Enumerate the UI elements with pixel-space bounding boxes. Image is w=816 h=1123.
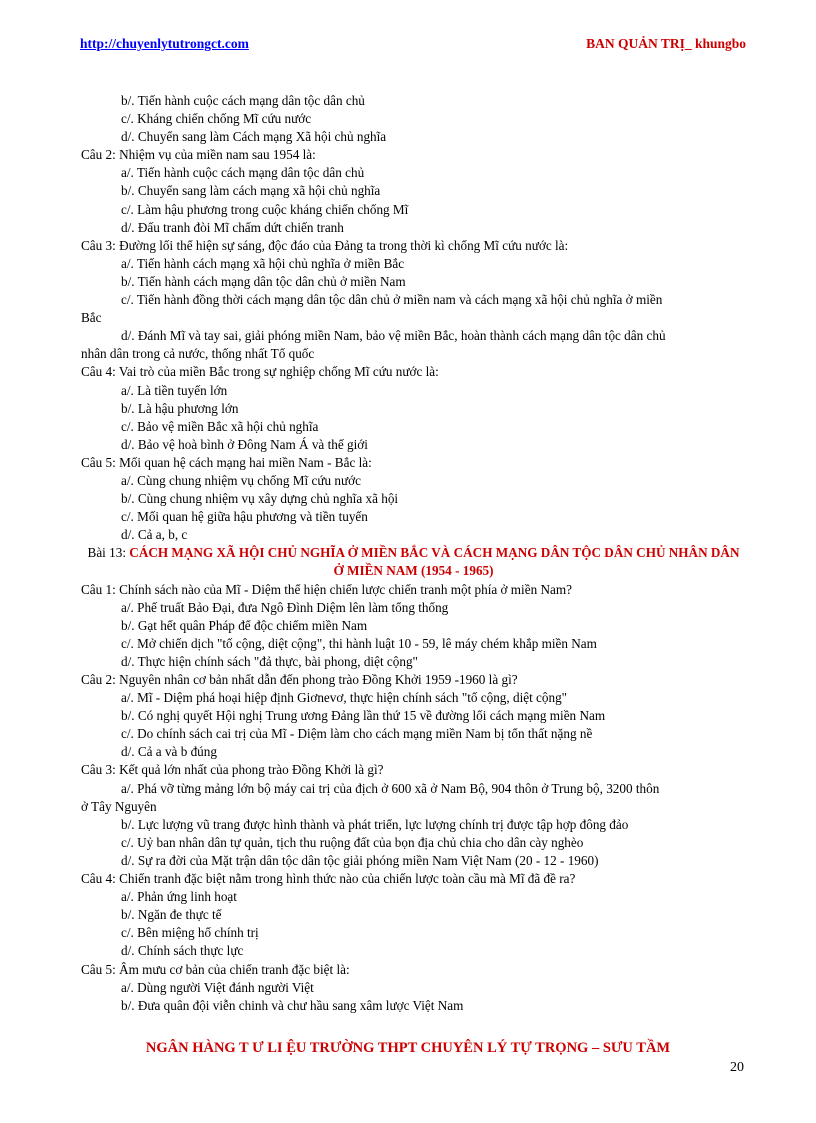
admin-label: BAN QUẢN TRỊ_ khungbo — [586, 36, 746, 51]
option-line: d/. Bảo vệ hoà bình ở Đông Nam Á và thế giới — [121, 436, 368, 452]
option-line: b/. Tiến hành cuộc cách mạng dân tộc dân chủ — [121, 93, 365, 108]
option-line: d/. Sự ra đời của Mặt trận dân tộc dân tộc giải phóng miền Nam Việt Nam (20 - 12 - 1960) — [121, 852, 599, 868]
website-link[interactable]: http://chuyenlytutrongct.com — [80, 36, 249, 51]
option-line: c/. Kháng chiến chống Mĩ cứu nước — [121, 111, 312, 127]
option-line: c/. Bên miệng hố chính trị — [121, 925, 259, 941]
lesson-heading — [81, 544, 746, 580]
option-line: b/. Đưa quân đội viễn chinh và chư hầu sang xâm lược Việt Nam — [121, 997, 464, 1013]
option-line: a/. Cùng chung nhiệm vụ chống Mĩ cứu nước — [121, 472, 361, 488]
option-line: d/. Chính sách thực lực — [121, 943, 244, 959]
question-line: Câu 4: Chiến tranh đặc biệt nằm trong hình thức nào của chiến lược toàn cầu mà Mĩ đã đề ra? — [81, 871, 576, 887]
option-line: c/. Bảo vệ miền Bắc xã hội chủ nghĩa — [121, 418, 319, 434]
question-line: Câu 2: Nhiệm vụ của miền nam sau 1954 là: — [81, 147, 316, 163]
option-line: b/. Ngăn đe thực tế — [121, 907, 222, 923]
option-line: a/. Phế truất Bảo Đại, đưa Ngô Đình Diệm lên làm tổng thống — [121, 599, 449, 615]
page-footer: NGÂN HÀNG T Ư LI ỆU TRƯỜNG THPT CHUYÊN LÝ TỰ TRỌNG – SƯU TẦM — [145, 1040, 671, 1056]
option-line: a/. Dùng người Việt đánh người Việt — [121, 979, 314, 995]
question-line: Câu 5: Mối quan hệ cách mạng hai miền Nam - Bắc là: — [81, 454, 372, 470]
option-line: b/. Tiến hành cách mạng dân tộc dân chủ ở miền Nam — [121, 273, 406, 289]
option-line: a/. Mĩ - Diệm phá hoại hiệp định Giơnevơ, thực hiện chính sách "tố cộng, diệt cộng" — [121, 690, 568, 706]
page-header — [80, 36, 746, 56]
question-line: Câu 2: Nguyên nhân cơ bản nhất dẫn đến phong trào Đồng Khởi 1959 -1960 là gì? — [81, 672, 518, 687]
option-line: b/. Gạt hết quân Pháp để độc chiếm miền Nam — [121, 617, 368, 633]
option-line: b/. Có nghị quyết Hội nghị Trung ương Đảng lần thứ 15 về đường lối cách mạng miền Nam — [121, 708, 606, 724]
option-line: c/. Mối quan hệ giữa hậu phương và tiền tuyến — [121, 509, 368, 525]
option-line: d/. Đánh Mĩ và tay sai, giải phóng miền Nam, bảo vệ miền Bắc, hoàn thành cách mạng dân tộc dân chủ — [121, 328, 666, 344]
option-line: c/. Tiến hành đồng thời cách mạng dân tộc dân chủ ở miền nam và cách mạng xã hội chủ nghĩa ở miền — [121, 292, 663, 308]
option-line: a/. Tiến hành cuộc cách mạng dân tộc dân chủ — [121, 165, 365, 181]
option-line: c/. Mở chiến dịch "tố cộng, diệt cộng", thi hành luật 10 - 59, lê máy chém khắp miền Nam — [121, 635, 597, 651]
question-line: Câu 3: Đường lối thể hiện sự sáng, độc đáo của Đảng ta trong thời kì chống Mĩ cứu nước là: — [81, 237, 569, 253]
question-line: Câu 1: Chính sách nào của Mĩ - Diệm thể hiện chiến lược chiến tranh một phía ở miền Nam? — [81, 581, 572, 597]
option-line: b/. Cùng chung nhiệm vụ xây dựng chủ nghĩa xã hội — [121, 491, 399, 507]
option-line: c/. Do chính sách cai trị của Mĩ - Diệm làm cho cách mạng miền Nam bị tổn thất nặng nề — [121, 726, 593, 742]
option-line: b/. Là hậu phương lớn — [121, 400, 239, 416]
lesson-prefix: Bài 13: — [87, 545, 130, 561]
question-line: Câu 3: Kết quả lớn nhất của phong trào Đồng Khởi là gì? — [81, 762, 384, 778]
option-line: c/. Làm hậu phương trong cuộc kháng chiến chống Mĩ — [121, 201, 409, 217]
option-line: b/. Chuyển sang làm cách mạng xã hội chủ nghĩa — [121, 183, 381, 199]
option-line: d/. Thực hiện chính sách "đả thực, bài phong, diệt cộng" — [121, 653, 418, 669]
option-line: a/. Phản ứng linh hoạt — [121, 889, 237, 905]
page-number: 20 — [730, 1060, 744, 1075]
option-line: d/. Đấu tranh đòi Mĩ chấm dứt chiến tranh — [121, 219, 344, 235]
option-line: d/. Cả a và b đúng — [121, 744, 217, 760]
option-line: a/. Tiến hành cách mạng xã hội chủ nghĩa ở miền Bắc — [121, 255, 405, 271]
option-line: c/. Uỷ ban nhân dân tự quản, tịch thu ruộng đất của bọn địa chủ chia cho dân cày nghèo — [121, 834, 584, 850]
lesson-title: CÁCH MẠNG XÃ HỘI CHỦ NGHĨA Ở MIỀN BẮC VÀ CÁCH MẠNG DÂN TỘC DÂN CHỦ NHÂN DÂN Ở MIỀN NAM (1954 - 1965) — [129, 545, 740, 579]
option-line: a/. Phá vỡ từng mảng lớn bộ máy cai trị của địch ở 600 xã ở Nam Bộ, 904 thôn ở Trung bộ, 3200 thôn — [121, 780, 660, 796]
document-body — [81, 92, 746, 1015]
option-line: d/. Chuyển sang làm Cách mạng Xã hội chủ nghĩa — [121, 129, 387, 145]
option-continuation: Bắc — [81, 310, 102, 326]
option-line: d/. Cả a, b, c — [121, 527, 188, 543]
option-line: b/. Lực lượng vũ trang được hình thành và phát triển, lực lượng chính trị được tập hợp đông đảo — [121, 816, 629, 832]
option-line: a/. Là tiền tuyến lớn — [121, 382, 228, 398]
question-line: Câu 5: Âm mưu cơ bản của chiến tranh đặc biệt là: — [81, 961, 350, 977]
question-line: Câu 4: Vai trò của miền Bắc trong sự nghiệp chống Mĩ cứu nước là: — [81, 364, 439, 380]
option-continuation: nhân dân trong cả nước, thống nhất Tổ quốc — [81, 346, 315, 362]
option-continuation: ở Tây Nguyên — [81, 798, 157, 814]
